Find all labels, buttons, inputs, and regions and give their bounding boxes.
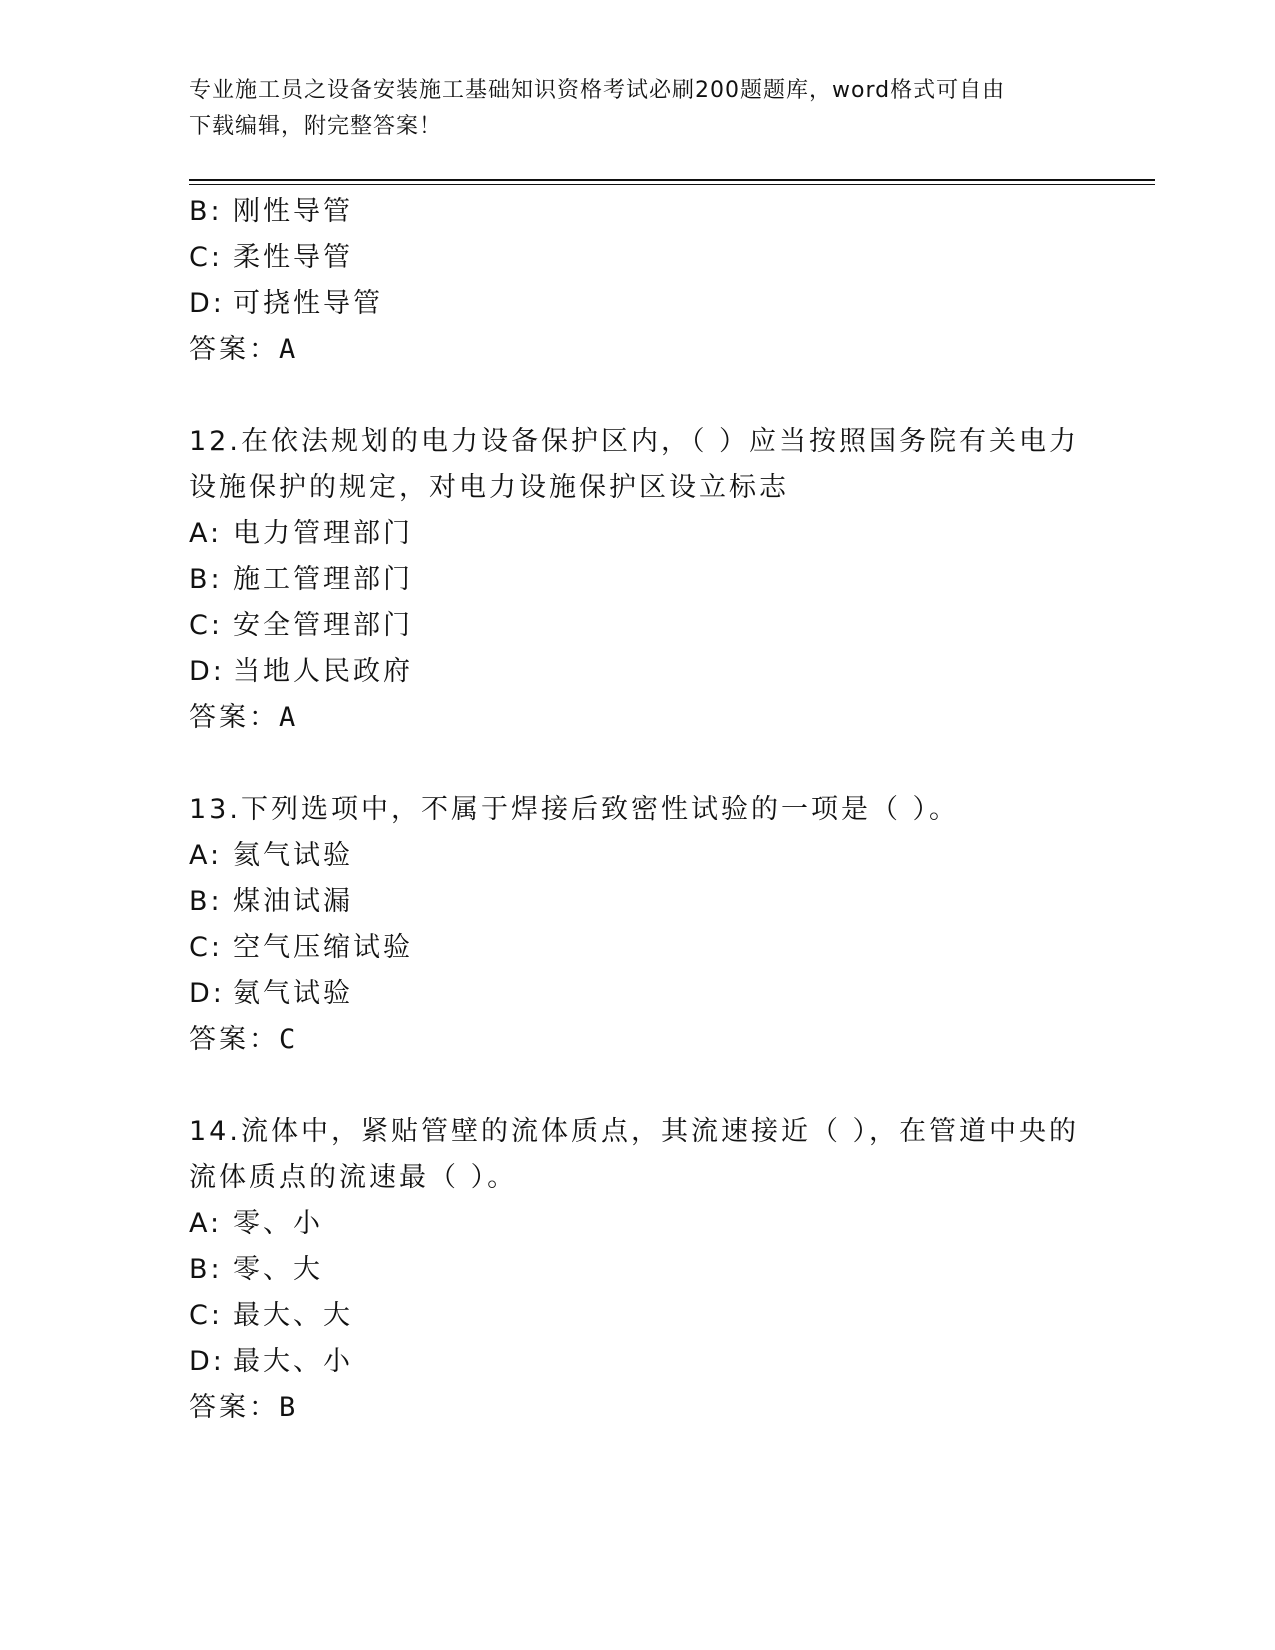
option-d: [189, 1339, 1089, 1385]
option-label: B:: [189, 196, 223, 227]
header-line-2: 下载编辑，附完整答案！: [189, 114, 443, 139]
option-text: 当地人民政府: [233, 656, 413, 687]
option-b: [189, 189, 1089, 235]
option-a: [189, 833, 1089, 879]
option-text: 最大、小: [233, 1346, 353, 1377]
header-divider-thin: [189, 184, 1155, 185]
answer-line: [189, 695, 1089, 741]
option-label: A:: [189, 840, 223, 871]
answer-value: C: [279, 1024, 299, 1055]
answer-value: A: [279, 702, 299, 733]
option-c: [189, 235, 1089, 281]
question-text-line-1: 12.在依法规划的电力设备保护区内，（ ）应当按照国务院有关电力: [189, 426, 1080, 457]
option-d: [189, 649, 1089, 695]
answer-label: 答案：: [189, 702, 279, 733]
question-text-line-1: 14.流体中，紧贴管壁的流体质点，其流速接近（ ），在管道中央的: [189, 1116, 1080, 1147]
option-text: 刚性导管: [233, 196, 353, 227]
option-text: 零、大: [233, 1254, 323, 1285]
option-text: 可挠性导管: [233, 288, 383, 319]
option-text: 柔性导管: [233, 242, 353, 273]
question-block-12: [189, 419, 1089, 741]
answer-line: [189, 1017, 1089, 1063]
option-label: D:: [189, 978, 225, 1009]
option-label: A:: [189, 1208, 223, 1239]
option-a: [189, 1201, 1089, 1247]
option-label: C:: [189, 1300, 223, 1331]
option-d: [189, 281, 1089, 327]
option-label: B:: [189, 886, 223, 917]
option-text: 电力管理部门: [233, 518, 413, 549]
question-block-partial: [189, 189, 1089, 373]
answer-line: [189, 1385, 1089, 1431]
option-label: C:: [189, 932, 223, 963]
option-a: [189, 511, 1089, 557]
answer-label: 答案：: [189, 1024, 279, 1055]
option-text: 零、小: [233, 1208, 323, 1239]
option-c: [189, 603, 1089, 649]
spacer: [189, 373, 1089, 419]
option-label: D:: [189, 656, 225, 687]
option-text: 施工管理部门: [233, 564, 413, 595]
option-b: [189, 879, 1089, 925]
option-label: B:: [189, 1254, 223, 1285]
option-text: 煤油试漏: [233, 886, 353, 917]
answer-line: [189, 327, 1089, 373]
question-text-line-1: 13.下列选项中，不属于焊接后致密性试验的一项是（ ）。: [189, 794, 960, 825]
option-d: [189, 971, 1089, 1017]
answer-label: 答案：: [189, 1392, 279, 1423]
option-c: [189, 925, 1089, 971]
spacer: [189, 741, 1089, 787]
option-label: B:: [189, 564, 223, 595]
answer-label: 答案：: [189, 334, 279, 365]
option-c: [189, 1293, 1089, 1339]
option-b: [189, 557, 1089, 603]
question-text-line-2: 流体质点的流速最（ ）。: [189, 1162, 518, 1193]
document-header: [189, 73, 1069, 145]
option-label: A:: [189, 518, 223, 549]
option-label: D:: [189, 1346, 225, 1377]
option-text: 氦气试验: [233, 840, 353, 871]
question-text-line-2: 设施保护的规定，对电力设施保护区设立标志: [189, 472, 789, 503]
header-line-1: 专业施工员之设备安装施工基础知识资格考试必刷200题题库，word格式可自由: [189, 78, 1006, 103]
question-block-14: [189, 1109, 1089, 1431]
question-block-13: [189, 787, 1089, 1063]
spacer: [189, 1063, 1089, 1109]
option-text: 氨气试验: [233, 978, 353, 1009]
question-content: [189, 189, 1089, 1431]
option-label: D:: [189, 288, 225, 319]
option-text: 最大、大: [233, 1300, 353, 1331]
header-divider-thick: [189, 179, 1155, 181]
option-text: 安全管理部门: [233, 610, 413, 641]
option-b: [189, 1247, 1089, 1293]
answer-value: B: [279, 1392, 299, 1423]
answer-value: A: [279, 334, 299, 365]
option-label: C:: [189, 242, 223, 273]
option-text: 空气压缩试验: [233, 932, 413, 963]
option-label: C:: [189, 610, 223, 641]
